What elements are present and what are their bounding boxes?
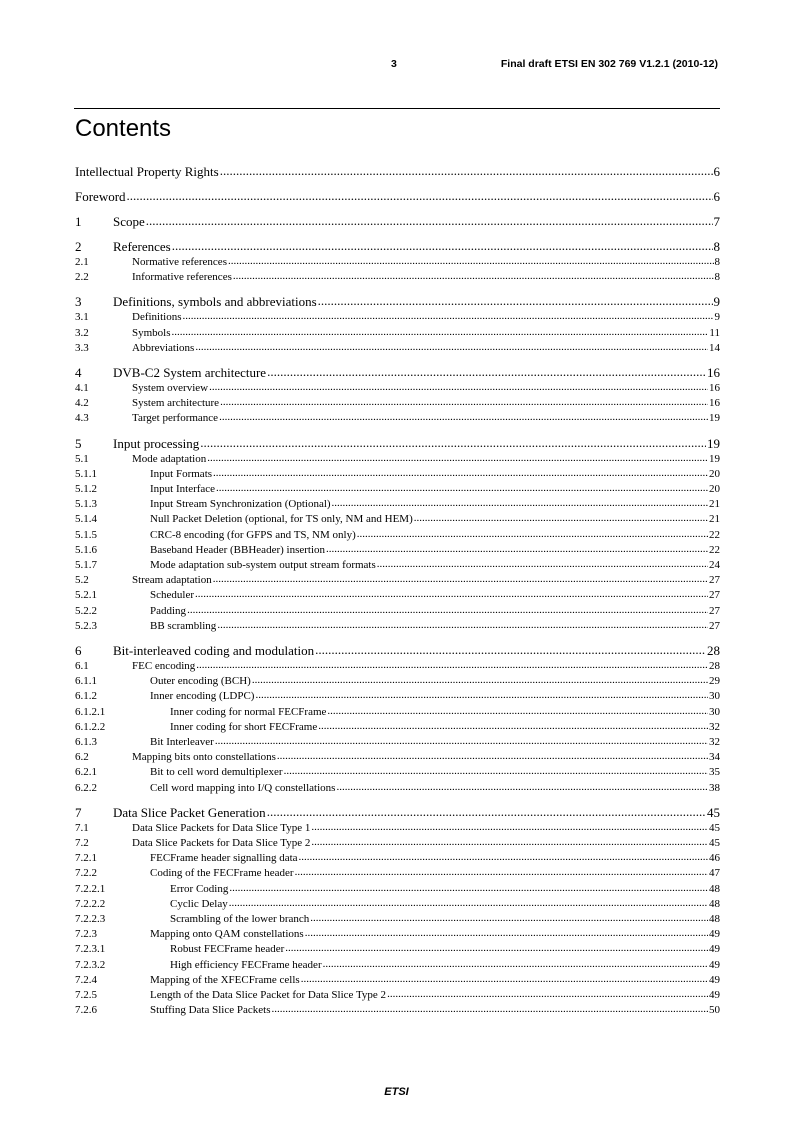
toc-entry-page: 47 <box>709 867 720 880</box>
toc-dot-leader <box>310 911 708 926</box>
toc-entry-page: 32 <box>709 720 720 733</box>
toc-entry-title: Definitions, symbols and abbreviations <box>113 294 317 310</box>
toc-entry-title: Stuffing Data Slice Packets <box>150 1004 271 1017</box>
toc-entry-page: 19 <box>707 435 720 451</box>
toc-dot-leader <box>305 926 708 941</box>
toc-dot-leader <box>196 658 708 673</box>
toc-entry-title: Intellectual Property Rights <box>75 164 219 179</box>
toc-dot-leader <box>146 213 713 229</box>
toc-entry-title: Informative references <box>132 271 232 284</box>
toc-entry-page: 32 <box>709 736 720 748</box>
toc-entry-title: Definitions <box>132 311 182 324</box>
toc-entry-title: Inner encoding (LDPC) <box>150 690 255 703</box>
toc-entry-page: 30 <box>709 705 720 718</box>
toc-entry[interactable]: 5.2.2 Padding ..... 27 <box>75 604 720 619</box>
toc-entry-page: 28 <box>709 660 720 672</box>
toc-entry-number: 3 <box>75 294 82 310</box>
toc-entry-title: FECFrame header signalling data <box>150 852 298 865</box>
toc-entry-page: 16 <box>707 365 720 380</box>
toc-entry-page: 9 <box>713 294 720 310</box>
toc-entry[interactable]: 7.2 Data Slice Packets for Data Slice Type 2 ..... 45 <box>75 836 720 851</box>
toc-entry[interactable] <box>75 214 720 230</box>
toc-entry[interactable]: 6.2.1 Bit to cell word demultiplexer ..... 35 <box>75 765 720 780</box>
toc-entry[interactable]: 5.2.1 Scheduler ..... 27 <box>75 588 720 603</box>
toc-entry[interactable]: 2.2 Informative references ..... 8 <box>75 270 720 285</box>
toc-dot-leader <box>200 435 706 451</box>
toc-entry-page: 8 <box>714 271 720 284</box>
toc-entry-title: Inner coding for normal FECFrame <box>170 705 327 718</box>
toc-dot-leader <box>219 410 708 425</box>
toc-entry[interactable]: 6.2 Mapping bits onto constellations ..... 34 <box>75 750 720 765</box>
toc-entry-title: System overview <box>132 382 209 394</box>
toc-entry-page: 30 <box>709 690 720 703</box>
toc-dot-leader <box>220 395 708 410</box>
toc-entry-number: 7 <box>75 804 82 820</box>
toc-dot-leader <box>172 325 709 340</box>
toc-dot-leader <box>271 1002 708 1017</box>
toc-entry-page: 46 <box>709 852 720 865</box>
toc-entry[interactable]: 5.1 Mode adaptation ..... 19 <box>75 452 720 467</box>
toc-entry-title: Stream adaptation <box>132 574 212 587</box>
toc-entry-page: 49 <box>709 943 720 956</box>
contents-heading: Contents <box>75 115 172 142</box>
toc-entry[interactable]: 7.2.3.1 Robust FECFrame header ..... 49 <box>75 942 720 957</box>
toc-entry-page: 48 <box>709 882 720 895</box>
toc-entry-title: Length of the Data Slice Packet for Data Slice Type 2 <box>150 989 387 1001</box>
toc-entry-title: CRC-8 encoding (for GFPS and TS, NM only) <box>150 528 356 541</box>
toc-entry-page: 19 <box>709 452 720 465</box>
toc-entry-page: 16 <box>709 382 720 394</box>
toc-dot-leader <box>183 309 714 324</box>
toc-entry-page: 34 <box>709 751 720 764</box>
toc-entry-number: 1 <box>75 214 82 229</box>
toc-entry-title: Mode adaptation <box>132 452 207 465</box>
toc-dot-leader <box>311 820 708 835</box>
toc-entry-page: 49 <box>709 928 720 941</box>
toc-entry-title: Error Coding <box>170 882 229 895</box>
toc-entry[interactable]: 5.1.6 Baseband Header (BBHeader) insertion ..... 22 <box>75 543 720 558</box>
toc-dot-leader <box>127 188 713 204</box>
toc-dot-leader <box>267 364 706 380</box>
toc-entry-page: 19 <box>709 412 720 425</box>
toc-entry[interactable]: 4.1 System overview ..... 16 <box>75 381 720 396</box>
toc-entry[interactable]: 7.1 Data Slice Packets for Data Slice Type 1 ..... 45 <box>75 821 720 836</box>
toc-entry-page: 49 <box>709 973 720 986</box>
toc-entry-number: 6 <box>75 643 82 658</box>
toc-entry[interactable]: 3.2 Symbols ..... 11 <box>75 326 720 341</box>
toc-dot-leader <box>311 835 708 850</box>
toc-entry-title: Input Formats <box>150 467 213 480</box>
toc-entry-page: 48 <box>709 913 720 925</box>
toc-entry-page: 38 <box>709 781 720 794</box>
toc-entry-page: 49 <box>709 989 720 1001</box>
toc-entry-title: Data Slice Packet Generation <box>113 804 266 820</box>
toc-entry-page: 45 <box>709 837 720 849</box>
toc-entry[interactable]: 5.2.3 BB scrambling ..... 27 <box>75 619 720 634</box>
toc-dot-leader <box>377 557 708 572</box>
toc-entry[interactable]: 7.2.1 FECFrame header signalling data ..... 46 <box>75 851 720 866</box>
toc-entry[interactable]: 7.2.5 Length of the Data Slice Packet for Data Slice Type 2 ..... 49 <box>75 988 720 1003</box>
toc-dot-leader <box>323 957 708 972</box>
toc-dot-leader <box>229 881 708 896</box>
toc-entry-title: Coding of the FECFrame header <box>150 867 294 880</box>
toc-entry-title: Symbols <box>132 326 171 339</box>
toc-entry[interactable]: 3.3 Abbreviations ..... 14 <box>75 341 720 356</box>
toc-entry[interactable]: 7.2.2 Coding of the FECFrame header ..... 47 <box>75 866 720 881</box>
toc-entry-title: Bit-interleaved coding and modulation <box>113 643 315 658</box>
toc-entry-page: 27 <box>709 604 720 617</box>
toc-entry-page: 45 <box>709 821 720 834</box>
toc-entry[interactable]: 5.1.5 CRC-8 encoding (for GFPS and TS, NM only) ..... 22 <box>75 528 720 543</box>
toc-entry-page: 22 <box>709 528 720 541</box>
toc-entry-title: Foreword <box>75 189 126 204</box>
toc-dot-leader <box>195 587 708 602</box>
toc-entry-title: High efficiency FECFrame header <box>170 958 322 971</box>
toc-entry-page: 27 <box>709 574 720 587</box>
toc-entry-title: Scheduler <box>150 589 194 602</box>
toc-entry-page: 8 <box>714 256 720 268</box>
toc-entry-title: Mode adaptation sub-system output stream formats <box>150 559 376 571</box>
toc-entry[interactable]: 4.2 System architecture ..... 16 <box>75 396 720 411</box>
toc-entry-page: 28 <box>707 643 720 658</box>
toc-entry-page: 50 <box>709 1004 720 1017</box>
toc-dot-leader <box>301 972 708 987</box>
toc-dot-leader <box>187 603 708 618</box>
toc-dot-leader <box>285 941 708 956</box>
toc-dot-leader <box>277 749 708 764</box>
toc-entry-title: Input Stream Synchronization (Optional) <box>150 498 331 511</box>
toc-entry[interactable]: 6.2.2 Cell word mapping into I/Q constellations ..... 38 <box>75 781 720 796</box>
toc-dot-leader <box>327 704 708 719</box>
toc-entry[interactable]: 6.1.2.2 Inner coding for short FECFrame ..... 32 <box>75 720 720 735</box>
toc-dot-leader <box>215 734 708 749</box>
toc-dot-leader <box>326 542 708 557</box>
toc-entry-title: Mapping of the XFECFrame cells <box>150 973 300 986</box>
toc-entry[interactable]: 7.2.2.2 Cyclic Delay ..... 48 <box>75 897 720 912</box>
toc-entry-page: 21 <box>709 513 720 526</box>
toc-entry[interactable]: 7.2.3.2 High efficiency FECFrame header ..... 49 <box>75 958 720 973</box>
toc-dot-leader <box>318 293 713 309</box>
toc-entry-page: 48 <box>709 897 720 910</box>
toc-dot-leader <box>220 163 713 179</box>
toc-dot-leader <box>357 527 708 542</box>
toc-dot-leader <box>315 642 706 658</box>
toc-entry-page: 29 <box>709 675 720 688</box>
toc-entry[interactable] <box>75 436 720 452</box>
toc-entry[interactable] <box>75 294 720 310</box>
toc-dot-leader <box>414 511 708 526</box>
toc-entry[interactable] <box>75 164 720 180</box>
toc-entry-page: 16 <box>709 397 720 410</box>
toc-entry[interactable]: 2.1 Normative references ..... 8 <box>75 255 720 270</box>
toc-entry-page: 21 <box>709 498 720 511</box>
toc-entry-title: References <box>113 239 171 254</box>
toc-entry[interactable]: 3.1 Definitions ..... 9 <box>75 310 720 325</box>
toc-dot-leader <box>213 466 708 481</box>
toc-entry[interactable]: 7.2.6 Stuffing Data Slice Packets ..... 50 <box>75 1003 720 1018</box>
toc-entry-page: 6 <box>713 164 720 179</box>
toc-entry-title: Data Slice Packets for Data Slice Type 2 <box>132 837 311 849</box>
header-rule <box>74 108 720 109</box>
toc-dot-leader <box>267 804 706 820</box>
toc-entry-title: Inner coding for short FECFrame <box>170 720 318 733</box>
toc-entry-title: Padding <box>150 604 187 617</box>
toc-entry-title: Normative references <box>132 256 227 268</box>
toc-dot-leader <box>209 380 708 395</box>
toc-dot-leader <box>233 269 714 284</box>
toc-entry-page: 22 <box>709 543 720 556</box>
toc-entry-title: Target performance <box>132 412 219 425</box>
toc-entry-title: Cyclic Delay <box>170 897 228 910</box>
toc-dot-leader <box>255 688 708 703</box>
toc-entry-page: 27 <box>709 619 720 632</box>
page-header-title: Final draft ETSI EN 302 769 V1.2.1 (2010-12) <box>500 58 718 70</box>
toc-dot-leader <box>213 572 708 587</box>
toc-entry-title: Null Packet Deletion (optional, for TS only, NM and HEM) <box>150 513 413 526</box>
toc-dot-leader <box>336 780 708 795</box>
toc-entry-title: Abbreviations <box>132 341 195 354</box>
toc-dot-leader <box>284 764 708 779</box>
page-header-number: 3 <box>391 58 397 70</box>
toc-entry-title: BB scrambling <box>150 619 217 632</box>
toc-entry-title: System architecture <box>132 397 220 410</box>
toc-entry[interactable]: 5.1.1 Input Formats ..... 20 <box>75 467 720 482</box>
toc-entry-title: Scope <box>113 214 145 229</box>
toc-dot-leader <box>207 451 708 466</box>
toc-entry[interactable]: 6.1 FEC encoding ..... 28 <box>75 659 720 674</box>
toc-entry[interactable]: 5.1.7 Mode adaptation sub-system output stream formats ..... 24 <box>75 558 720 573</box>
toc-dot-leader <box>217 618 708 633</box>
toc-entry-page: 35 <box>709 766 720 779</box>
toc-entry-title: Robust FECFrame header <box>170 943 285 956</box>
toc-entry-number: 4 <box>75 365 82 380</box>
toc-entry-title: FEC encoding <box>132 660 196 672</box>
toc-dot-leader <box>216 481 708 496</box>
toc-entry-title: Cell word mapping into I/Q constellations <box>150 781 336 794</box>
toc-entry-page: 7 <box>713 214 720 229</box>
toc-dot-leader <box>318 719 708 734</box>
toc-entry[interactable]: 7.2.2.3 Scrambling of the lower branch ..... 48 <box>75 912 720 927</box>
toc-dot-leader <box>229 896 708 911</box>
toc-entry-title: Mapping onto QAM constellations <box>150 928 304 941</box>
toc-entry-title: Input processing <box>113 435 200 451</box>
toc-entry-number: 5 <box>75 435 82 451</box>
toc-dot-leader <box>195 340 708 355</box>
toc-entry[interactable]: 7.2.3 Mapping onto QAM constellations ..... 49 <box>75 927 720 942</box>
toc-entry-title: Bit to cell word demultiplexer <box>150 766 283 779</box>
toc-entry-title: Bit Interleaver <box>150 736 214 748</box>
page-footer: ETSI <box>384 1086 409 1098</box>
toc-entry-page: 20 <box>709 467 720 480</box>
toc-entry[interactable]: 5.2 Stream adaptation ..... 27 <box>75 573 720 588</box>
toc-entry[interactable]: 5.1.3 Input Stream Synchronization (Optional) ..... 21 <box>75 497 720 512</box>
toc-entry-title: Input Interface <box>150 483 216 495</box>
toc-entry-page: 14 <box>709 341 720 354</box>
toc-entry[interactable]: 5.1.4 Null Packet Deletion (optional, for TS only, NM and HEM) ..... 21 <box>75 512 720 527</box>
toc-entry-page: 49 <box>709 958 720 971</box>
toc-entry-page: 9 <box>714 311 720 324</box>
toc-dot-leader <box>299 850 708 865</box>
toc-entry[interactable]: 7.2.4 Mapping of the XFECFrame cells ..... 49 <box>75 973 720 988</box>
toc-entry-title: Outer encoding (BCH) <box>150 675 251 688</box>
toc-entry[interactable]: 5.1.2 Input Interface ..... 20 <box>75 482 720 497</box>
toc-entry-page: 20 <box>709 483 720 495</box>
toc-entry-page: 27 <box>709 589 720 602</box>
toc-dot-leader <box>295 865 708 880</box>
toc-entry-page: 24 <box>709 559 720 571</box>
toc-entry-page: 8 <box>713 239 720 254</box>
toc-entry[interactable]: 7.2.2.1 Error Coding ..... 48 <box>75 882 720 897</box>
toc-entry-title: Mapping bits onto constellations <box>132 751 276 764</box>
toc-entry[interactable] <box>75 805 720 821</box>
toc-entry[interactable] <box>75 239 720 255</box>
toc-entry[interactable]: 6.1.2.1 Inner coding for normal FECFrame ..... 30 <box>75 705 720 720</box>
toc-dot-leader <box>228 254 714 269</box>
toc-entry-title: Baseband Header (BBHeader) insertion <box>150 543 326 556</box>
toc-entry-title: Scrambling of the lower branch <box>170 913 310 925</box>
toc-entry-page: 6 <box>713 189 720 204</box>
toc-entry-title: DVB-C2 System architecture <box>113 365 267 380</box>
toc-entry[interactable] <box>75 643 720 659</box>
toc-entry-page: 45 <box>707 804 720 820</box>
toc-entry[interactable]: 6.1.3 Bit Interleaver ..... 32 <box>75 735 720 750</box>
toc-entry[interactable]: 6.1.1 Outer encoding (BCH) ..... 29 <box>75 674 720 689</box>
toc-dot-leader <box>387 987 708 1002</box>
toc-entry[interactable] <box>75 189 720 205</box>
toc-entry-number: 2 <box>75 239 82 254</box>
toc-entry[interactable]: 6.1.2 Inner encoding (LDPC) ..... 30 <box>75 689 720 704</box>
toc-entry[interactable] <box>75 365 720 381</box>
toc-dot-leader <box>332 496 708 511</box>
toc-entry-page: 11 <box>709 326 720 339</box>
toc-dot-leader <box>172 238 713 254</box>
toc-entry-title: Data Slice Packets for Data Slice Type 1 <box>132 821 311 834</box>
toc-entry[interactable]: 4.3 Target performance ..... 19 <box>75 411 720 426</box>
toc-dot-leader <box>252 673 708 688</box>
